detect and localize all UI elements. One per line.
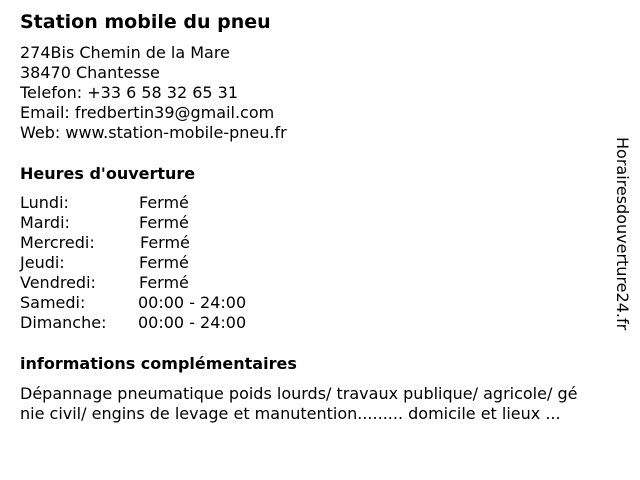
info-line: nie civil/ engins de levage et manutention......... domicile et lieux ... [20, 404, 561, 423]
day-label: Mercredi: [20, 233, 95, 252]
address-street: 274Bis Chemin de la Mare [20, 43, 230, 62]
hours-value: 00:00 - 24:00 [138, 293, 247, 312]
day-label: Dimanche: [20, 313, 107, 332]
phone-line: Telefon: +33 6 58 32 65 31 [20, 83, 239, 102]
hours-heading: Heures d'ouverture [20, 164, 196, 183]
day-label: Samedi: [20, 293, 86, 312]
business-name: Station mobile du pneu [20, 11, 271, 33]
hours-value: Fermé [139, 213, 189, 232]
info-heading: informations complémentaires [20, 354, 297, 373]
day-label: Lundi: [20, 193, 69, 212]
hours-value: 00:00 - 24:00 [138, 313, 247, 332]
day-label: Jeudi: [20, 253, 65, 272]
info-line: Dépannage pneumatique poids lourds/ travaux publique/ agricole/ gé [20, 384, 578, 403]
info-description [20, 384, 632, 424]
contact-block [20, 43, 287, 143]
hours-value: Fermé [139, 273, 189, 292]
day-label: Mardi: [20, 213, 70, 232]
web-line: Web: www.station-mobile-pneu.fr [20, 123, 287, 142]
hours-value: Fermé [139, 193, 189, 212]
email-line: Email: fredbertin39@gmail.com [20, 103, 275, 122]
address-city: 38470 Chantesse [20, 63, 160, 82]
site-watermark: Horairesdouverture24.fr [613, 137, 632, 331]
hours-value: Fermé [139, 253, 189, 272]
hours-value: Fermé [140, 233, 190, 252]
day-label: Vendredi: [20, 273, 96, 292]
